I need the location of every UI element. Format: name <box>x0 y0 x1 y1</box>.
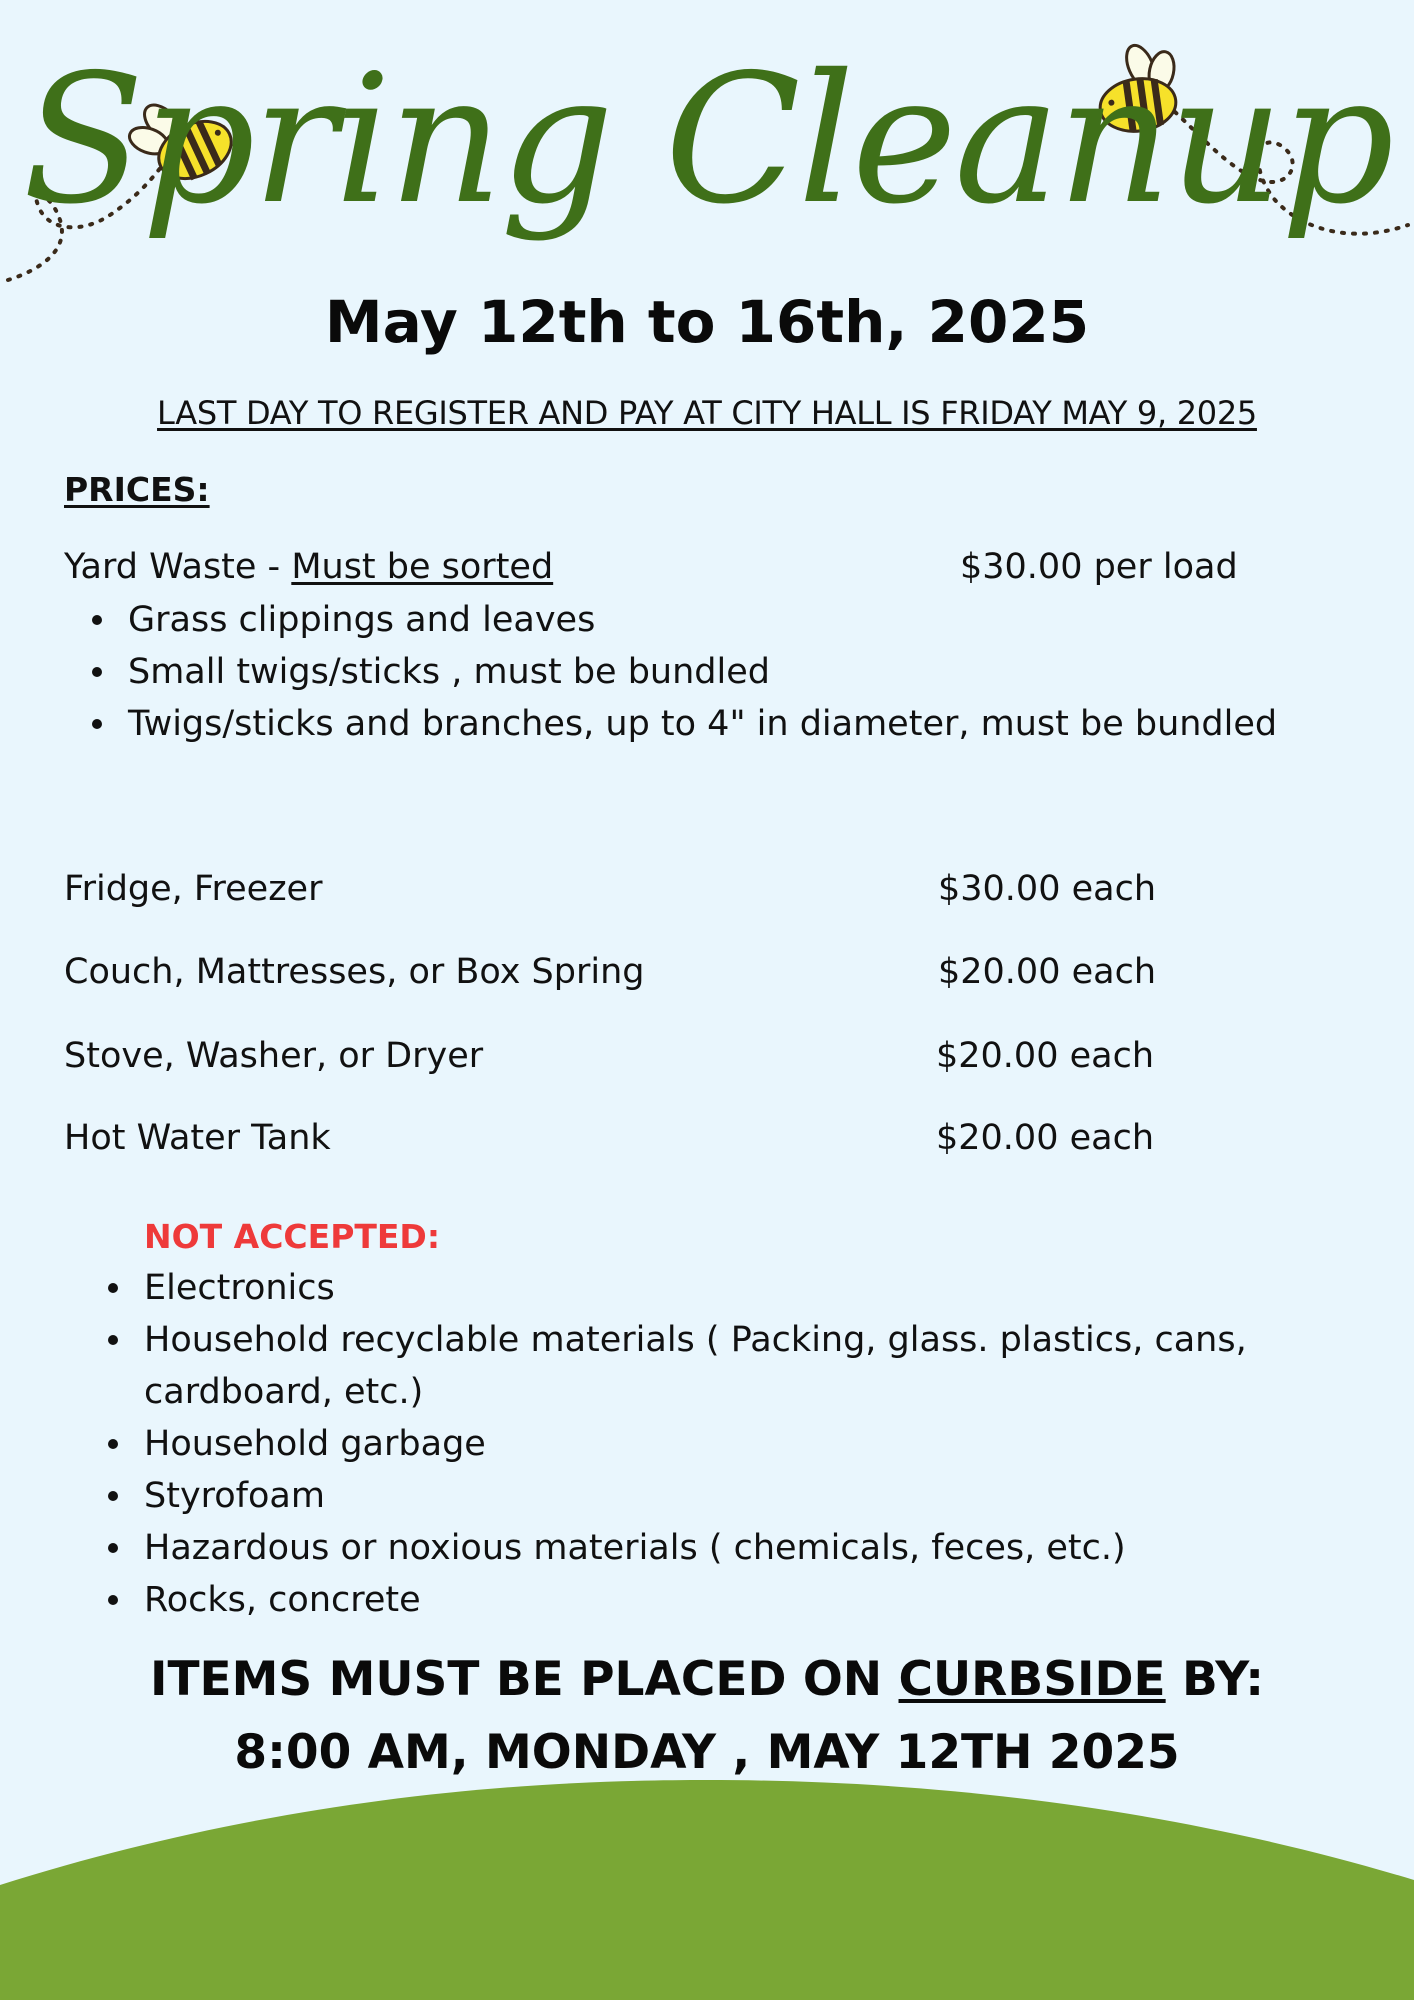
yard-waste-label: Yard Waste - <box>64 547 292 587</box>
yard-waste-list <box>128 594 1388 750</box>
price-item-price: $20.00 each <box>936 1118 1154 1158</box>
curbside-notice-suffix: BY: <box>1165 1652 1265 1707</box>
event-date-range: May 12th to 16th, 2025 <box>324 288 1090 356</box>
page-title: Spring Cleanup <box>22 36 1392 243</box>
prices-heading: PRICES: <box>64 470 210 509</box>
list-item: Grass clippings and leaves <box>128 594 1388 646</box>
not-accepted-list <box>144 1262 1324 1626</box>
price-item-price: $20.00 each <box>936 1036 1154 1076</box>
registration-deadline: LAST DAY TO REGISTER AND PAY AT CITY HALL IS FRIDAY MAY 9, 2025 <box>157 394 1257 432</box>
curbside-deadline: 8:00 AM, MONDAY , MAY 12TH 2025 <box>234 1725 1180 1780</box>
green-hill <box>0 1770 1414 2000</box>
list-item: Household garbage <box>144 1418 1324 1470</box>
not-accepted-heading: NOT ACCEPTED: <box>144 1217 441 1256</box>
price-item-name: Stove, Washer, or Dryer <box>64 1036 484 1076</box>
yard-waste-note: Must be sorted <box>291 547 554 587</box>
curbside-notice-prefix: ITEMS MUST BE PLACED ON <box>149 1652 899 1707</box>
list-item: Hazardous or noxious materials ( chemicals, feces, etc.) <box>144 1522 1324 1574</box>
list-item: Twigs/sticks and branches, up to 4" in diameter, must be bundled <box>128 698 1388 750</box>
price-item-price: $30.00 each <box>938 869 1156 909</box>
list-item: Household recyclable materials ( Packing, glass. plastics, cans, cardboard, etc.) <box>144 1314 1324 1418</box>
curbside-notice <box>0 1645 1414 1715</box>
list-item: Styrofoam <box>144 1470 1324 1522</box>
price-item-price: $20.00 each <box>938 952 1156 992</box>
yard-waste-row <box>64 544 553 590</box>
list-item: Electronics <box>144 1262 1324 1314</box>
curbside-emphasis: CURBSIDE <box>898 1652 1166 1707</box>
list-item: Small twigs/sticks , must be bundled <box>128 646 1388 698</box>
price-item-name: Fridge, Freezer <box>64 869 323 909</box>
price-item-name: Couch, Mattresses, or Box Spring <box>64 952 645 992</box>
price-item-name: Hot Water Tank <box>64 1118 331 1158</box>
list-item: Rocks, concrete <box>144 1574 1324 1626</box>
yard-waste-price: $30.00 per load <box>960 547 1238 587</box>
